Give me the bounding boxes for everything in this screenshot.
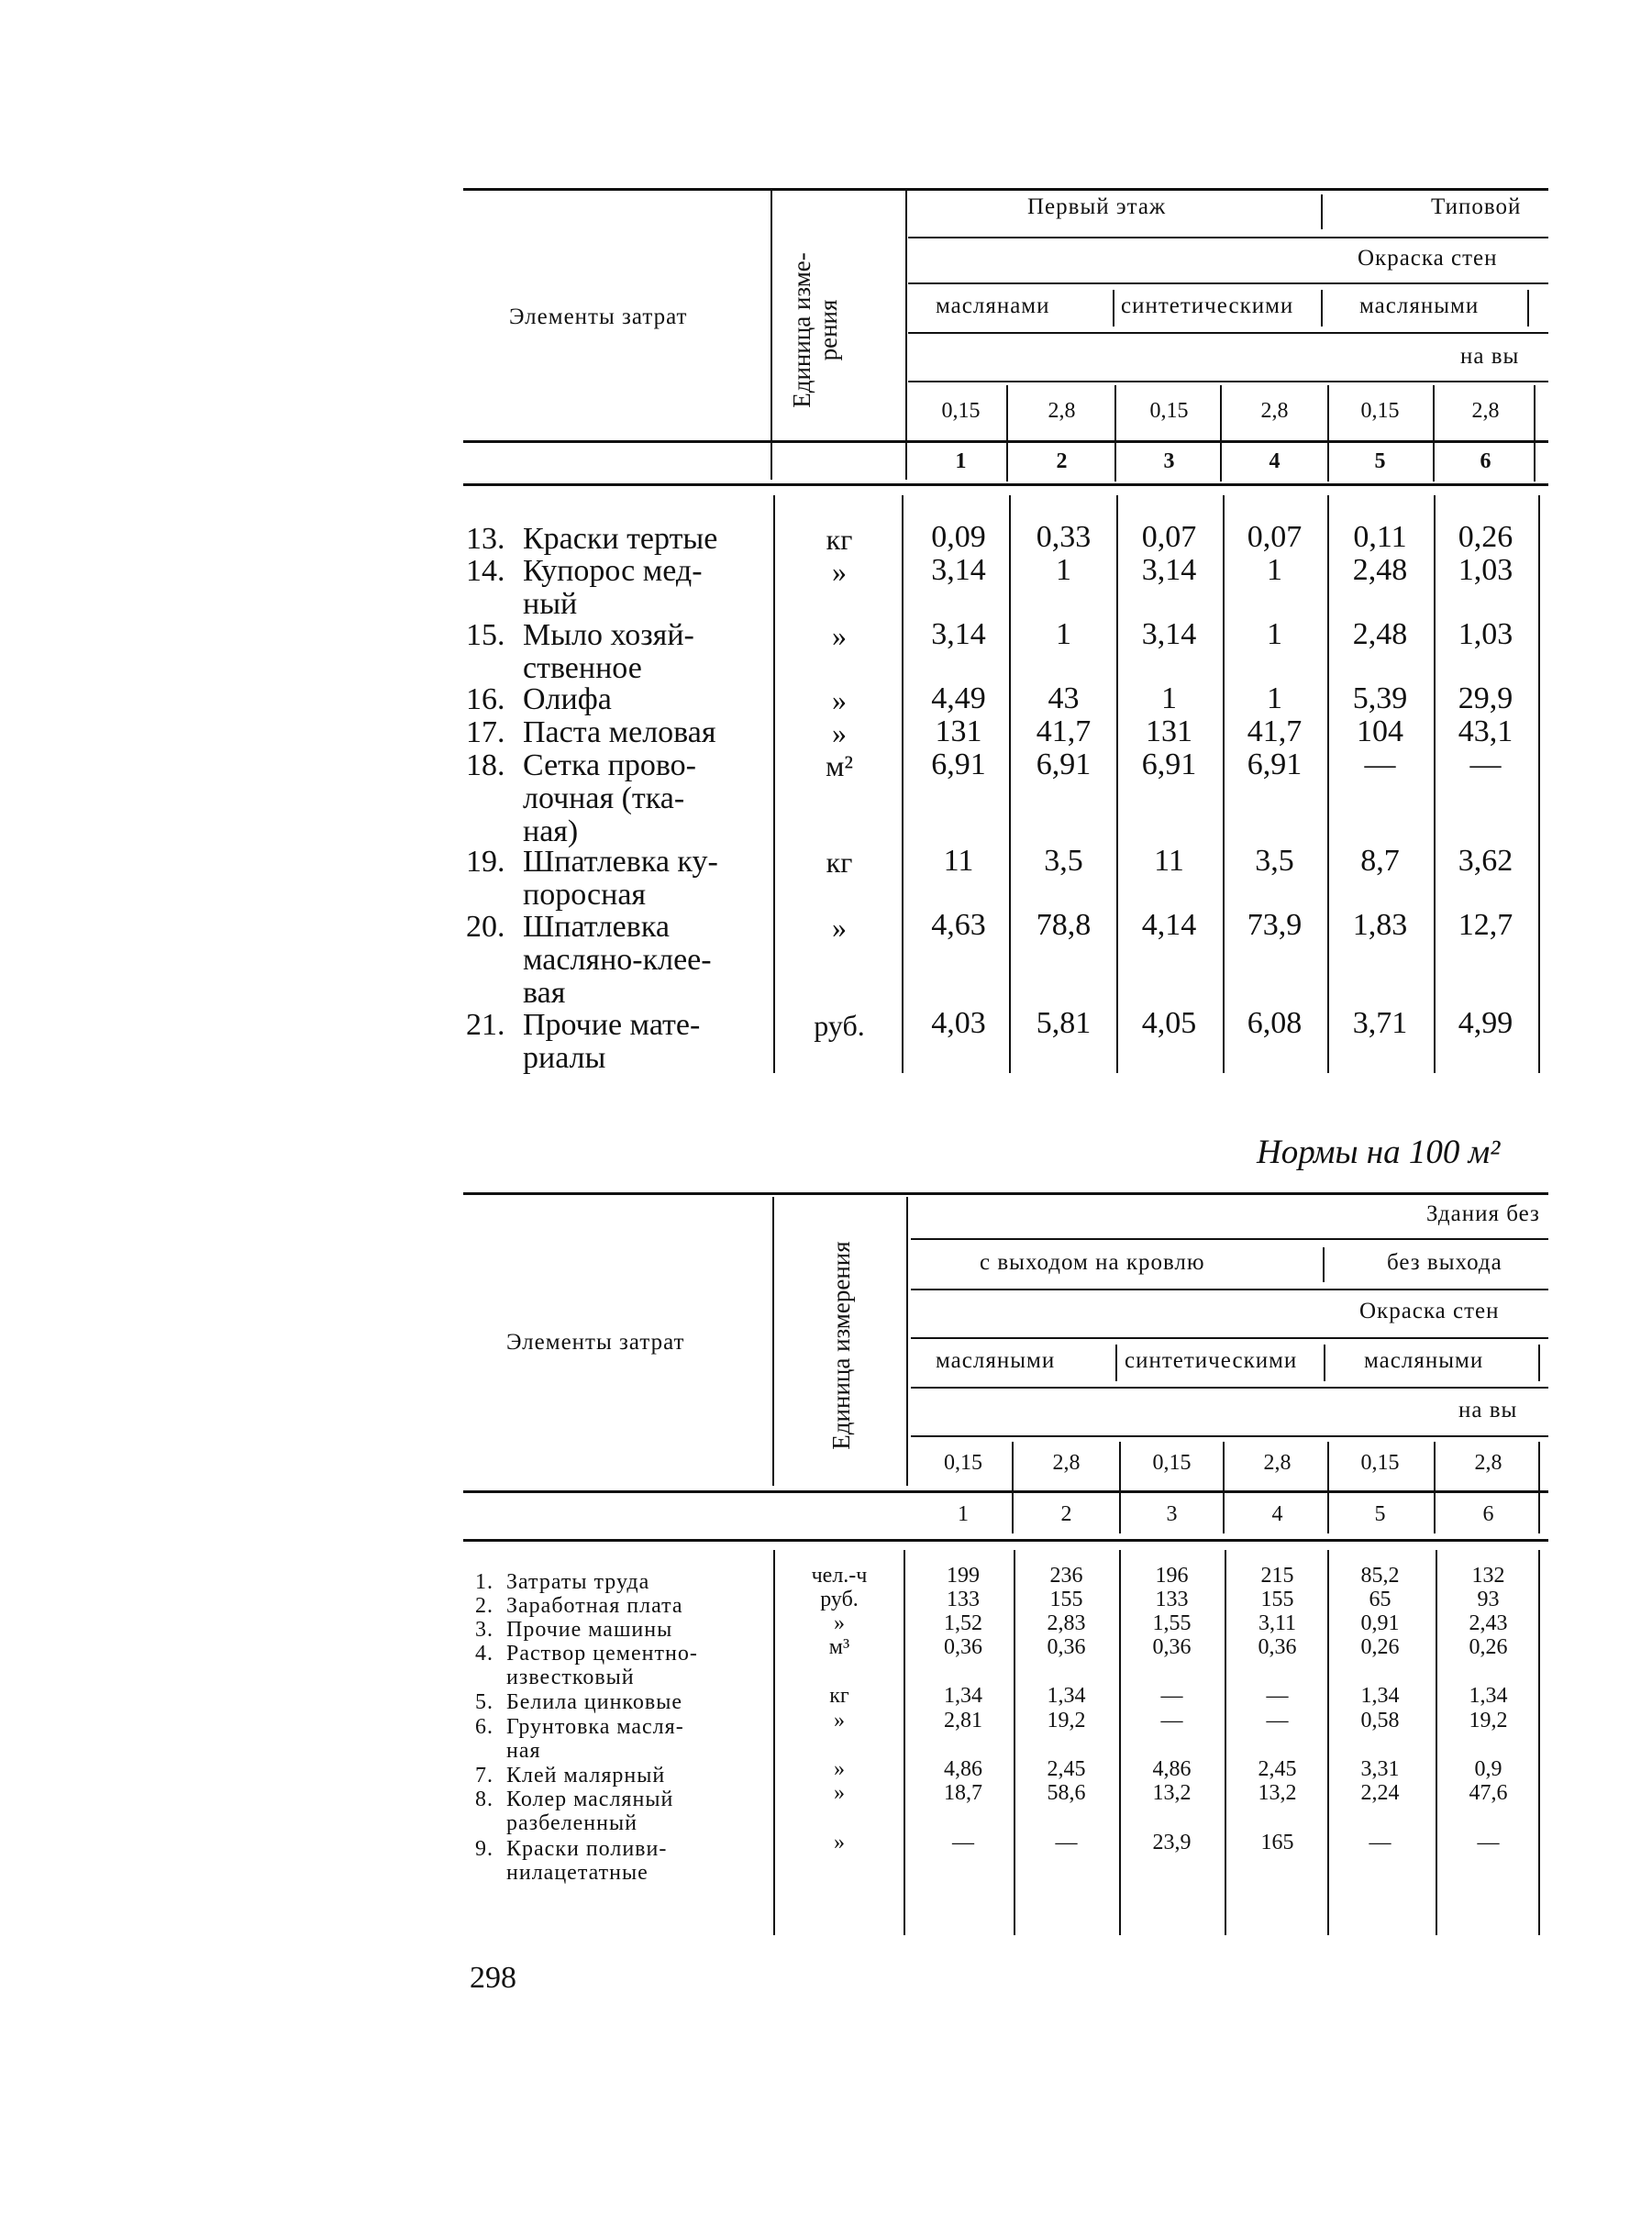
page-number: 298 xyxy=(470,1961,516,1995)
unit-header-2: Единица измерения xyxy=(827,1241,855,1450)
elements-header: Элементы затрат xyxy=(509,304,688,329)
sub-synthetic: синтетическими xyxy=(1121,293,1294,318)
painting-walls-2: Окраска стен xyxy=(1359,1299,1500,1323)
sub-oil: маслянами xyxy=(936,293,1050,318)
height-label-2: на вы xyxy=(1458,1398,1518,1422)
sub-oil-2-t2: масляными xyxy=(1364,1348,1484,1373)
norms-title: Нормы на 100 м² xyxy=(1257,1134,1501,1171)
height-label: на вы xyxy=(1460,344,1520,369)
without-exit: без выхода xyxy=(1387,1250,1502,1275)
sub-oil-t2: масляными xyxy=(936,1348,1056,1373)
painting-walls: Окраска стен xyxy=(1358,246,1498,271)
group-buildings: Здания без xyxy=(1426,1201,1540,1226)
with-roof-exit: с выходом на кровлю xyxy=(980,1250,1205,1275)
elements-header-2: Элементы затрат xyxy=(506,1330,685,1355)
sub-synthetic-t2: синтетическими xyxy=(1125,1348,1298,1373)
sub-oil-2: масляными xyxy=(1359,293,1480,318)
unit-header: Единица изме- рения xyxy=(788,252,842,408)
group-typical: Типовой xyxy=(1431,194,1522,219)
group-first-floor: Первый этаж xyxy=(1027,194,1167,219)
